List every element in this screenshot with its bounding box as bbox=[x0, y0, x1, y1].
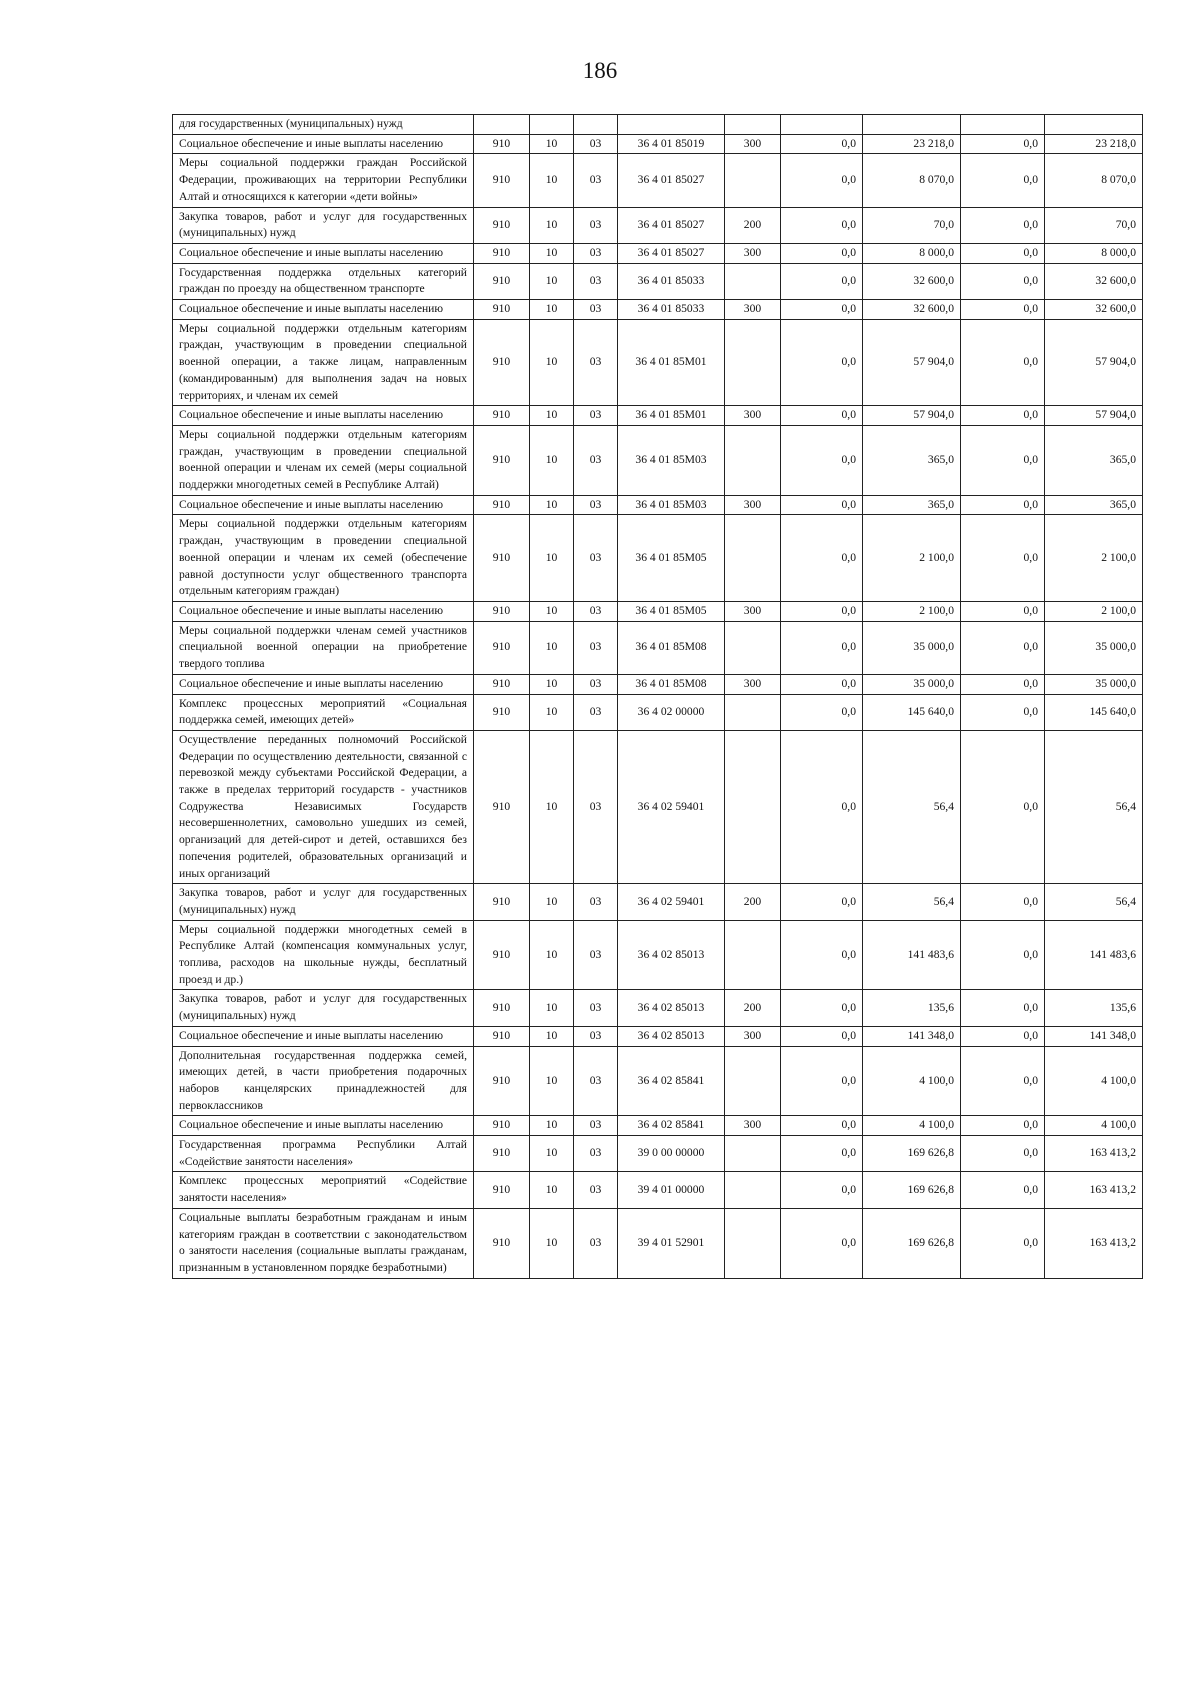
section-code-cell: 10 bbox=[530, 920, 574, 990]
subsection-code-cell bbox=[574, 115, 618, 135]
row-description: Комплекс процессных мероприятий «Социальная поддержка семей, имеющих детей» bbox=[173, 694, 474, 730]
amount-cell-4: 163 413,2 bbox=[1045, 1208, 1143, 1278]
row-description: для государственных (муниципальных) нужд bbox=[173, 115, 474, 135]
amount-cell-4: 365,0 bbox=[1045, 495, 1143, 515]
ministry-code-cell: 910 bbox=[474, 515, 530, 602]
target-article-cell: 36 4 01 85M01 bbox=[618, 406, 725, 426]
row-description: Социальное обеспечение и иные выплаты населению bbox=[173, 601, 474, 621]
amount-cell-4: 141 483,6 bbox=[1045, 920, 1143, 990]
subsection-code-cell: 03 bbox=[574, 621, 618, 674]
amount-cell-2: 169 626,8 bbox=[863, 1208, 961, 1278]
target-article-cell: 36 4 01 85M03 bbox=[618, 495, 725, 515]
amount-cell-1: 0,0 bbox=[781, 1116, 863, 1136]
ministry-code-cell: 910 bbox=[474, 1136, 530, 1172]
table-row bbox=[173, 990, 1143, 1026]
ministry-code-cell: 910 bbox=[474, 884, 530, 920]
amount-cell-1: 0,0 bbox=[781, 1026, 863, 1046]
section-code-cell: 10 bbox=[530, 243, 574, 263]
amount-cell-1: 0,0 bbox=[781, 884, 863, 920]
table-row bbox=[173, 495, 1143, 515]
amount-cell-4: 35 000,0 bbox=[1045, 621, 1143, 674]
ministry-code-cell: 910 bbox=[474, 1116, 530, 1136]
amount-cell-3: 0,0 bbox=[961, 1116, 1045, 1136]
amount-cell-4: 32 600,0 bbox=[1045, 263, 1143, 299]
amount-cell-1: 0,0 bbox=[781, 319, 863, 406]
table-row bbox=[173, 134, 1143, 154]
target-article-cell: 36 4 02 85013 bbox=[618, 990, 725, 1026]
expense-type-cell bbox=[725, 621, 781, 674]
amount-cell-4: 4 100,0 bbox=[1045, 1046, 1143, 1116]
expense-type-cell: 300 bbox=[725, 674, 781, 694]
expense-type-cell: 200 bbox=[725, 207, 781, 243]
amount-cell-3 bbox=[961, 115, 1045, 135]
target-article-cell: 36 4 01 85M08 bbox=[618, 621, 725, 674]
amount-cell-3: 0,0 bbox=[961, 300, 1045, 320]
subsection-code-cell: 03 bbox=[574, 601, 618, 621]
subsection-code-cell: 03 bbox=[574, 990, 618, 1026]
table-row bbox=[173, 406, 1143, 426]
amount-cell-2: 32 600,0 bbox=[863, 263, 961, 299]
row-description: Меры социальной поддержки отдельным категориям граждан, участвующим в проведении специальной военной операции, а также лицам, направленным (командированным) для выполнения задач на новых территориях, и членам их семей bbox=[173, 319, 474, 406]
amount-cell-1: 0,0 bbox=[781, 1136, 863, 1172]
section-code-cell: 10 bbox=[530, 300, 574, 320]
page-number: 186 bbox=[582, 58, 618, 83]
target-article-cell: 36 4 02 59401 bbox=[618, 730, 725, 883]
amount-cell-1: 0,0 bbox=[781, 1208, 863, 1278]
target-article-cell bbox=[618, 115, 725, 135]
ministry-code-cell: 910 bbox=[474, 1026, 530, 1046]
amount-cell-3: 0,0 bbox=[961, 674, 1045, 694]
amount-cell-1: 0,0 bbox=[781, 674, 863, 694]
expense-type-cell bbox=[725, 425, 781, 495]
subsection-code-cell: 03 bbox=[574, 495, 618, 515]
amount-cell-1: 0,0 bbox=[781, 134, 863, 154]
section-code-cell: 10 bbox=[530, 154, 574, 207]
section-code-cell: 10 bbox=[530, 495, 574, 515]
target-article-cell: 36 4 01 85027 bbox=[618, 243, 725, 263]
amount-cell-1: 0,0 bbox=[781, 990, 863, 1026]
table-row bbox=[173, 1136, 1143, 1172]
expense-type-cell bbox=[725, 1208, 781, 1278]
ministry-code-cell: 910 bbox=[474, 207, 530, 243]
row-description: Социальное обеспечение и иные выплаты населению bbox=[173, 134, 474, 154]
table-row bbox=[173, 300, 1143, 320]
amount-cell-3: 0,0 bbox=[961, 990, 1045, 1026]
ministry-code-cell: 910 bbox=[474, 601, 530, 621]
amount-cell-4: 57 904,0 bbox=[1045, 406, 1143, 426]
amount-cell-1: 0,0 bbox=[781, 207, 863, 243]
amount-cell-3: 0,0 bbox=[961, 1046, 1045, 1116]
section-code-cell: 10 bbox=[530, 1208, 574, 1278]
expense-type-cell: 300 bbox=[725, 1026, 781, 1046]
amount-cell-1: 0,0 bbox=[781, 495, 863, 515]
row-description: Дополнительная государственная поддержка семей, имеющих детей, в части приобретения подарочных наборов канцелярских принадлежностей для первоклассников bbox=[173, 1046, 474, 1116]
expense-type-cell bbox=[725, 115, 781, 135]
amount-cell-3: 0,0 bbox=[961, 601, 1045, 621]
row-description: Социальное обеспечение и иные выплаты населению bbox=[173, 300, 474, 320]
row-description: Социальное обеспечение и иные выплаты населению bbox=[173, 495, 474, 515]
expense-type-cell bbox=[725, 1136, 781, 1172]
target-article-cell: 36 4 01 85M05 bbox=[618, 601, 725, 621]
row-description: Закупка товаров, работ и услуг для государственных (муниципальных) нужд bbox=[173, 884, 474, 920]
amount-cell-2: 8 070,0 bbox=[863, 154, 961, 207]
amount-cell-2 bbox=[863, 115, 961, 135]
ministry-code-cell: 910 bbox=[474, 300, 530, 320]
subsection-code-cell: 03 bbox=[574, 300, 618, 320]
expense-type-cell: 200 bbox=[725, 884, 781, 920]
subsection-code-cell: 03 bbox=[574, 425, 618, 495]
amount-cell-4: 70,0 bbox=[1045, 207, 1143, 243]
subsection-code-cell: 03 bbox=[574, 730, 618, 883]
section-code-cell: 10 bbox=[530, 1172, 574, 1208]
amount-cell-3: 0,0 bbox=[961, 621, 1045, 674]
table-row bbox=[173, 674, 1143, 694]
row-description: Меры социальной поддержки отдельным категориям граждан, участвующим в проведении специальной военной операции и членам их семей (обеспечение равной доступности услуг общественного транспорта отдельным категориям граждан) bbox=[173, 515, 474, 602]
expense-type-cell: 300 bbox=[725, 1116, 781, 1136]
ministry-code-cell: 910 bbox=[474, 495, 530, 515]
section-code-cell bbox=[530, 115, 574, 135]
ministry-code-cell bbox=[474, 115, 530, 135]
amount-cell-3: 0,0 bbox=[961, 730, 1045, 883]
amount-cell-3: 0,0 bbox=[961, 154, 1045, 207]
amount-cell-1: 0,0 bbox=[781, 730, 863, 883]
ministry-code-cell: 910 bbox=[474, 406, 530, 426]
amount-cell-4: 163 413,2 bbox=[1045, 1172, 1143, 1208]
section-code-cell: 10 bbox=[530, 674, 574, 694]
ministry-code-cell: 910 bbox=[474, 674, 530, 694]
target-article-cell: 36 4 02 00000 bbox=[618, 694, 725, 730]
row-description: Социальное обеспечение и иные выплаты населению bbox=[173, 406, 474, 426]
amount-cell-3: 0,0 bbox=[961, 920, 1045, 990]
amount-cell-3: 0,0 bbox=[961, 1208, 1045, 1278]
subsection-code-cell: 03 bbox=[574, 884, 618, 920]
amount-cell-2: 365,0 bbox=[863, 425, 961, 495]
expense-type-cell: 200 bbox=[725, 990, 781, 1026]
subsection-code-cell: 03 bbox=[574, 1208, 618, 1278]
amount-cell-3: 0,0 bbox=[961, 1136, 1045, 1172]
amount-cell-3: 0,0 bbox=[961, 406, 1045, 426]
row-description: Социальное обеспечение и иные выплаты населению bbox=[173, 1116, 474, 1136]
amount-cell-4: 35 000,0 bbox=[1045, 674, 1143, 694]
table-row bbox=[173, 243, 1143, 263]
table-row bbox=[173, 263, 1143, 299]
amount-cell-1: 0,0 bbox=[781, 515, 863, 602]
row-description: Социальное обеспечение и иные выплаты населению bbox=[173, 674, 474, 694]
amount-cell-4: 2 100,0 bbox=[1045, 515, 1143, 602]
amount-cell-2: 35 000,0 bbox=[863, 674, 961, 694]
row-description: Меры социальной поддержки многодетных семей в Республике Алтай (компенсация коммунальных услуг, топлива, расходов на школьные нужды, бесплатный проезд и др.) bbox=[173, 920, 474, 990]
amount-cell-4: 141 348,0 bbox=[1045, 1026, 1143, 1046]
table-row bbox=[173, 621, 1143, 674]
table-row bbox=[173, 601, 1143, 621]
amount-cell-1: 0,0 bbox=[781, 1172, 863, 1208]
amount-cell-4: 135,6 bbox=[1045, 990, 1143, 1026]
section-code-cell: 10 bbox=[530, 263, 574, 299]
expense-type-cell bbox=[725, 920, 781, 990]
amount-cell-2: 169 626,8 bbox=[863, 1172, 961, 1208]
ministry-code-cell: 910 bbox=[474, 920, 530, 990]
amount-cell-4: 365,0 bbox=[1045, 425, 1143, 495]
amount-cell-2: 56,4 bbox=[863, 730, 961, 883]
target-article-cell: 36 4 01 85027 bbox=[618, 207, 725, 243]
target-article-cell: 36 4 02 59401 bbox=[618, 884, 725, 920]
amount-cell-4: 56,4 bbox=[1045, 884, 1143, 920]
amount-cell-2: 135,6 bbox=[863, 990, 961, 1026]
table-row bbox=[173, 1208, 1143, 1278]
amount-cell-4: 57 904,0 bbox=[1045, 319, 1143, 406]
amount-cell-1: 0,0 bbox=[781, 154, 863, 207]
amount-cell-1: 0,0 bbox=[781, 621, 863, 674]
expense-type-cell bbox=[725, 515, 781, 602]
target-article-cell: 36 4 02 85841 bbox=[618, 1116, 725, 1136]
target-article-cell: 36 4 01 85M03 bbox=[618, 425, 725, 495]
expense-type-cell bbox=[725, 694, 781, 730]
subsection-code-cell: 03 bbox=[574, 406, 618, 426]
table-row bbox=[173, 1172, 1143, 1208]
ministry-code-cell: 910 bbox=[474, 154, 530, 207]
amount-cell-2: 145 640,0 bbox=[863, 694, 961, 730]
amount-cell-3: 0,0 bbox=[961, 1172, 1045, 1208]
budget-table bbox=[172, 114, 1143, 1279]
ministry-code-cell: 910 bbox=[474, 243, 530, 263]
ministry-code-cell: 910 bbox=[474, 730, 530, 883]
amount-cell-2: 169 626,8 bbox=[863, 1136, 961, 1172]
expense-type-cell bbox=[725, 1172, 781, 1208]
table-row bbox=[173, 1116, 1143, 1136]
row-description: Социальное обеспечение и иные выплаты населению bbox=[173, 1026, 474, 1046]
table-row bbox=[173, 1026, 1143, 1046]
amount-cell-4: 23 218,0 bbox=[1045, 134, 1143, 154]
section-code-cell: 10 bbox=[530, 1046, 574, 1116]
amount-cell-4: 145 640,0 bbox=[1045, 694, 1143, 730]
section-code-cell: 10 bbox=[530, 134, 574, 154]
amount-cell-2: 2 100,0 bbox=[863, 515, 961, 602]
row-description: Меры социальной поддержки членам семей участников специальной военной операции на приобретение твердого топлива bbox=[173, 621, 474, 674]
amount-cell-2: 57 904,0 bbox=[863, 406, 961, 426]
amount-cell-3: 0,0 bbox=[961, 515, 1045, 602]
ministry-code-cell: 910 bbox=[474, 694, 530, 730]
amount-cell-3: 0,0 bbox=[961, 263, 1045, 299]
row-description: Комплекс процессных мероприятий «Содействие занятости населения» bbox=[173, 1172, 474, 1208]
target-article-cell: 39 4 01 52901 bbox=[618, 1208, 725, 1278]
target-article-cell: 36 4 01 85033 bbox=[618, 263, 725, 299]
amount-cell-1 bbox=[781, 115, 863, 135]
amount-cell-4: 32 600,0 bbox=[1045, 300, 1143, 320]
target-article-cell: 36 4 01 85M08 bbox=[618, 674, 725, 694]
row-description: Осуществление переданных полномочий Российской Федерации по осуществлению деятельности, связанной с перевозкой между субъектами Российской Федерации, а также в пределах территорий государств - участников Содружества Независимых Государств несовершеннолетних, самовольно ушедших из семей, организаций для детей-сирот и детей, оставшихся без попечения родителей, образовательных организаций и иных организаций bbox=[173, 730, 474, 883]
target-article-cell: 36 4 02 85841 bbox=[618, 1046, 725, 1116]
amount-cell-2: 4 100,0 bbox=[863, 1116, 961, 1136]
target-article-cell: 39 0 00 00000 bbox=[618, 1136, 725, 1172]
amount-cell-2: 4 100,0 bbox=[863, 1046, 961, 1116]
table-row bbox=[173, 694, 1143, 730]
target-article-cell: 36 4 02 85013 bbox=[618, 920, 725, 990]
table-row bbox=[173, 1046, 1143, 1116]
ministry-code-cell: 910 bbox=[474, 425, 530, 495]
amount-cell-2: 35 000,0 bbox=[863, 621, 961, 674]
budget-table-body bbox=[173, 115, 1143, 1279]
expense-type-cell bbox=[725, 154, 781, 207]
amount-cell-1: 0,0 bbox=[781, 263, 863, 299]
section-code-cell: 10 bbox=[530, 621, 574, 674]
target-article-cell: 36 4 01 85033 bbox=[618, 300, 725, 320]
target-article-cell: 36 4 01 85M01 bbox=[618, 319, 725, 406]
amount-cell-2: 2 100,0 bbox=[863, 601, 961, 621]
subsection-code-cell: 03 bbox=[574, 134, 618, 154]
ministry-code-cell: 910 bbox=[474, 1046, 530, 1116]
amount-cell-4: 56,4 bbox=[1045, 730, 1143, 883]
subsection-code-cell: 03 bbox=[574, 1026, 618, 1046]
amount-cell-3: 0,0 bbox=[961, 495, 1045, 515]
section-code-cell: 10 bbox=[530, 1136, 574, 1172]
expense-type-cell: 300 bbox=[725, 243, 781, 263]
amount-cell-1: 0,0 bbox=[781, 425, 863, 495]
amount-cell-2: 56,4 bbox=[863, 884, 961, 920]
amount-cell-1: 0,0 bbox=[781, 920, 863, 990]
ministry-code-cell: 910 bbox=[474, 1172, 530, 1208]
amount-cell-2: 70,0 bbox=[863, 207, 961, 243]
subsection-code-cell: 03 bbox=[574, 1046, 618, 1116]
table-row bbox=[173, 425, 1143, 495]
subsection-code-cell: 03 bbox=[574, 1172, 618, 1208]
section-code-cell: 10 bbox=[530, 601, 574, 621]
section-code-cell: 10 bbox=[530, 884, 574, 920]
amount-cell-3: 0,0 bbox=[961, 243, 1045, 263]
subsection-code-cell: 03 bbox=[574, 319, 618, 406]
table-row bbox=[173, 515, 1143, 602]
amount-cell-2: 8 000,0 bbox=[863, 243, 961, 263]
expense-type-cell: 300 bbox=[725, 601, 781, 621]
amount-cell-1: 0,0 bbox=[781, 243, 863, 263]
subsection-code-cell: 03 bbox=[574, 207, 618, 243]
section-code-cell: 10 bbox=[530, 515, 574, 602]
section-code-cell: 10 bbox=[530, 207, 574, 243]
expense-type-cell bbox=[725, 319, 781, 406]
subsection-code-cell: 03 bbox=[574, 1136, 618, 1172]
amount-cell-4: 8 070,0 bbox=[1045, 154, 1143, 207]
table-row bbox=[173, 319, 1143, 406]
amount-cell-1: 0,0 bbox=[781, 601, 863, 621]
row-description: Закупка товаров, работ и услуг для государственных (муниципальных) нужд bbox=[173, 990, 474, 1026]
amount-cell-4: 8 000,0 bbox=[1045, 243, 1143, 263]
target-article-cell: 36 4 01 85019 bbox=[618, 134, 725, 154]
section-code-cell: 10 bbox=[530, 425, 574, 495]
section-code-cell: 10 bbox=[530, 730, 574, 883]
subsection-code-cell: 03 bbox=[574, 154, 618, 207]
row-description: Меры социальной поддержки граждан Российской Федерации, проживающих на территории Республики Алтай и относящихся к категории «дети войны» bbox=[173, 154, 474, 207]
target-article-cell: 39 4 01 00000 bbox=[618, 1172, 725, 1208]
table-row bbox=[173, 730, 1143, 883]
subsection-code-cell: 03 bbox=[574, 515, 618, 602]
target-article-cell: 36 4 01 85027 bbox=[618, 154, 725, 207]
target-article-cell: 36 4 02 85013 bbox=[618, 1026, 725, 1046]
amount-cell-3: 0,0 bbox=[961, 207, 1045, 243]
expense-type-cell: 300 bbox=[725, 406, 781, 426]
table-row bbox=[173, 920, 1143, 990]
expense-type-cell bbox=[725, 263, 781, 299]
subsection-code-cell: 03 bbox=[574, 263, 618, 299]
amount-cell-4: 163 413,2 bbox=[1045, 1136, 1143, 1172]
row-description: Государственная поддержка отдельных категорий граждан по проезду на общественном транспорте bbox=[173, 263, 474, 299]
expense-type-cell bbox=[725, 730, 781, 883]
amount-cell-2: 365,0 bbox=[863, 495, 961, 515]
subsection-code-cell: 03 bbox=[574, 1116, 618, 1136]
row-description: Государственная программа Республики Алтай «Содействие занятости населения» bbox=[173, 1136, 474, 1172]
subsection-code-cell: 03 bbox=[574, 920, 618, 990]
amount-cell-1: 0,0 bbox=[781, 406, 863, 426]
row-description: Закупка товаров, работ и услуг для государственных (муниципальных) нужд bbox=[173, 207, 474, 243]
amount-cell-2: 23 218,0 bbox=[863, 134, 961, 154]
ministry-code-cell: 910 bbox=[474, 990, 530, 1026]
amount-cell-4: 2 100,0 bbox=[1045, 601, 1143, 621]
amount-cell-1: 0,0 bbox=[781, 1046, 863, 1116]
section-code-cell: 10 bbox=[530, 1116, 574, 1136]
section-code-cell: 10 bbox=[530, 990, 574, 1026]
subsection-code-cell: 03 bbox=[574, 243, 618, 263]
amount-cell-4 bbox=[1045, 115, 1143, 135]
amount-cell-3: 0,0 bbox=[961, 884, 1045, 920]
row-description: Меры социальной поддержки отдельным категориям граждан, участвующим в проведении специальной военной операции и членам их семей (меры социальной поддержки многодетных семей в Республике Алтай) bbox=[173, 425, 474, 495]
ministry-code-cell: 910 bbox=[474, 621, 530, 674]
row-description: Социальные выплаты безработным гражданам и иным категориям граждан в соответствии с законодательством о занятости населения (социальные выплаты гражданам, признанным в установленном порядке безработными) bbox=[173, 1208, 474, 1278]
ministry-code-cell: 910 bbox=[474, 1208, 530, 1278]
table-row bbox=[173, 154, 1143, 207]
subsection-code-cell: 03 bbox=[574, 694, 618, 730]
amount-cell-3: 0,0 bbox=[961, 694, 1045, 730]
amount-cell-2: 141 483,6 bbox=[863, 920, 961, 990]
amount-cell-2: 141 348,0 bbox=[863, 1026, 961, 1046]
ministry-code-cell: 910 bbox=[474, 134, 530, 154]
expense-type-cell: 300 bbox=[725, 495, 781, 515]
expense-type-cell: 300 bbox=[725, 134, 781, 154]
section-code-cell: 10 bbox=[530, 319, 574, 406]
target-article-cell: 36 4 01 85M05 bbox=[618, 515, 725, 602]
amount-cell-1: 0,0 bbox=[781, 300, 863, 320]
row-description: Социальное обеспечение и иные выплаты населению bbox=[173, 243, 474, 263]
ministry-code-cell: 910 bbox=[474, 319, 530, 406]
subsection-code-cell: 03 bbox=[574, 674, 618, 694]
table-row bbox=[173, 884, 1143, 920]
table-row bbox=[173, 115, 1143, 135]
amount-cell-3: 0,0 bbox=[961, 425, 1045, 495]
section-code-cell: 10 bbox=[530, 406, 574, 426]
section-code-cell: 10 bbox=[530, 1026, 574, 1046]
expense-type-cell bbox=[725, 1046, 781, 1116]
amount-cell-3: 0,0 bbox=[961, 319, 1045, 406]
amount-cell-2: 57 904,0 bbox=[863, 319, 961, 406]
amount-cell-1: 0,0 bbox=[781, 694, 863, 730]
table-row bbox=[173, 207, 1143, 243]
section-code-cell: 10 bbox=[530, 694, 574, 730]
amount-cell-2: 32 600,0 bbox=[863, 300, 961, 320]
expense-type-cell: 300 bbox=[725, 300, 781, 320]
ministry-code-cell: 910 bbox=[474, 263, 530, 299]
amount-cell-3: 0,0 bbox=[961, 1026, 1045, 1046]
amount-cell-3: 0,0 bbox=[961, 134, 1045, 154]
amount-cell-4: 4 100,0 bbox=[1045, 1116, 1143, 1136]
